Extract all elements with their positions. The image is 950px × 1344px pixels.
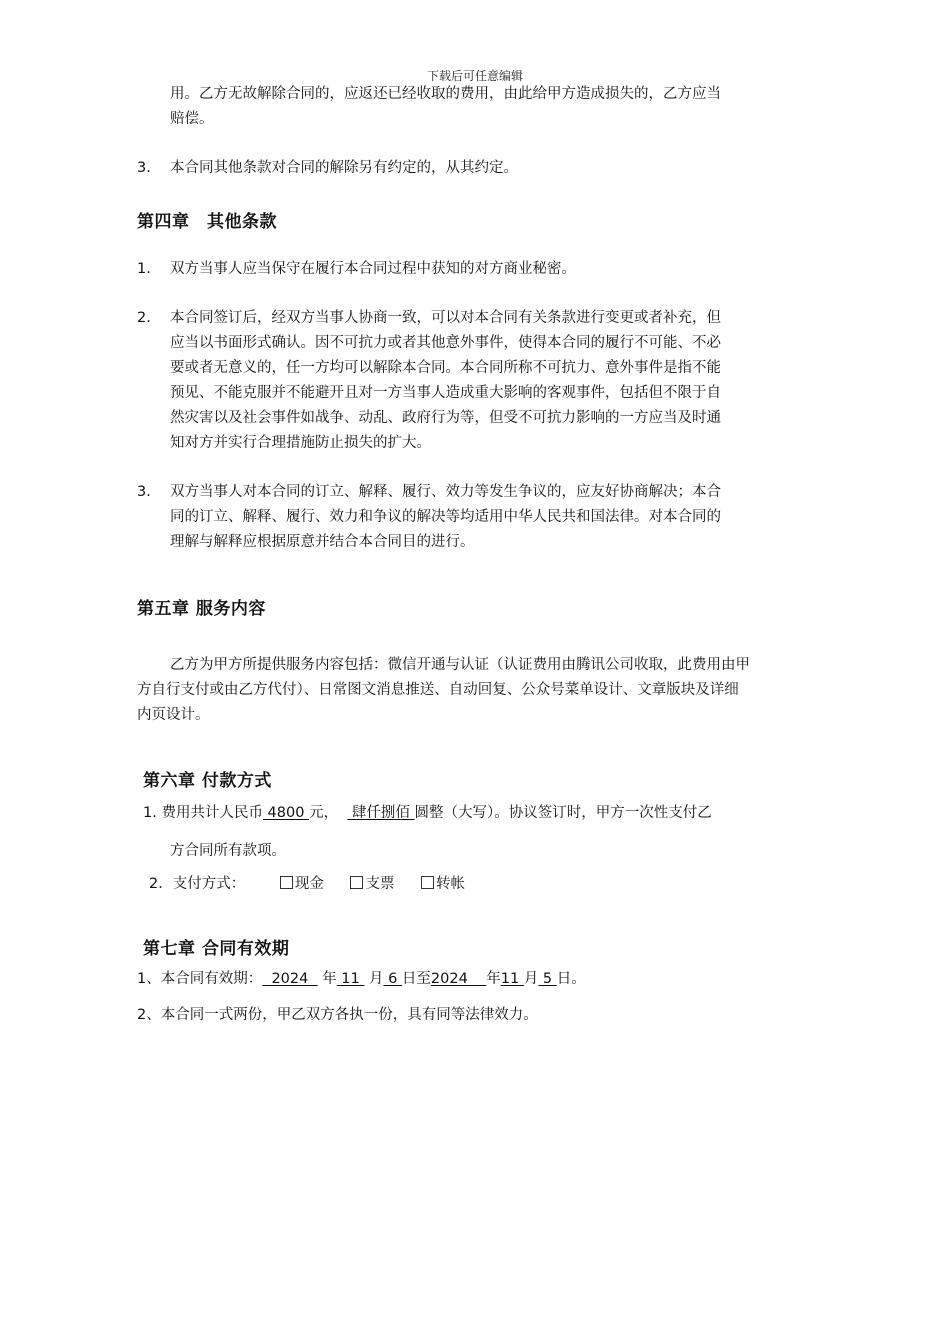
end-month-field[interactable]: 11 (500, 971, 524, 987)
unit-year: 年 (486, 971, 501, 987)
list-item-line: 知对方并实行合理措施防止损失的扩大。 (170, 435, 431, 451)
paragraph-line: 方合同所有款项。 (170, 843, 286, 859)
chapter-heading: 第七章 合同有效期 (143, 939, 290, 959)
payment-amount-line (143, 801, 712, 826)
checkbox-box-icon[interactable] (421, 876, 434, 889)
start-year-field[interactable]: 2024 (262, 971, 318, 987)
chapter-heading: 第五章 服务内容 (137, 599, 266, 619)
payment-method-label: 2．支付方式： (149, 876, 246, 892)
end-day-field[interactable]: 5 (538, 971, 557, 987)
checkbox-transfer[interactable] (421, 872, 465, 897)
list-item: 双方当事人应当保守在履行本合同过程中获知的对方商业秘密。 (170, 261, 576, 277)
list-item-line: 应当以书面形式确认。因不可抗力或者其他意外事件，使得本合同的履行不可能、不必 (170, 335, 721, 351)
unit-text: 元， (309, 805, 339, 821)
paragraph-line: 赔偿。 (170, 111, 214, 127)
checkbox-check[interactable] (350, 872, 394, 897)
validity-period-line (137, 967, 586, 992)
page-header: 下载后可任意编辑 (426, 69, 523, 83)
list-item-line: 然灾害以及社会事件如战争、动乱、政府行为等，但受不可抗力影响的一方应当及时通 (170, 410, 721, 426)
chapter-heading: 第四章 其他条款 (137, 212, 277, 232)
list-item-line: 同的订立、解释、履行、效力和争议的解决等均适用中华人民共和国法律。对本合同的 (170, 509, 721, 525)
unit-day-to: 日至 (401, 971, 431, 987)
list-number: 3. (137, 160, 151, 176)
checkbox-box-icon[interactable] (280, 876, 293, 889)
payment-prefix: 1. 费用共计人民币 (143, 805, 263, 821)
checkbox-label: 转帐 (436, 876, 466, 892)
validity-prefix: 1、本合同有效期： (137, 971, 263, 987)
unit-month: 月 (523, 971, 539, 987)
paragraph-line: 2、本合同一式两份，甲乙双方各执一份，具有同等法律效力。 (137, 1007, 538, 1023)
list-item-line: 要或者无意义的，任一方均可以解除本合同。本合同所称不可抗力、意外事件是指不能 (170, 360, 721, 376)
amount-chinese-field[interactable]: 肆仟捌佰 (347, 805, 415, 821)
checkbox-label: 支票 (365, 876, 395, 892)
payment-method-line (149, 872, 465, 897)
paragraph-line: 乙方为甲方所提供服务内容包括：微信开通与认证（认证费用由腾讯公司收取，此费用由甲 (170, 657, 750, 673)
unit-month: 月 (368, 971, 384, 987)
list-item-line: 预见、不能克服并不能避开且对一方当事人造成重大影响的客观事件，包括但不限于自 (170, 385, 721, 401)
unit-year: 年 (322, 971, 337, 987)
checkbox-cash[interactable] (280, 872, 324, 897)
list-number: 1. (137, 261, 151, 277)
paragraph-line: 内页设计。 (137, 707, 210, 723)
list-number: 3. (137, 484, 151, 500)
start-day-field[interactable]: 6 (383, 971, 402, 987)
paragraph-line: 方自行支付或由乙方代付）、日常图文消息推送、自动回复、公众号菜单设计、文章版块及详细 (137, 682, 739, 698)
start-month-field[interactable]: 11 (336, 971, 365, 987)
chapter-heading: 第六章 付款方式 (143, 771, 272, 791)
unit-day: 日。 (556, 971, 586, 987)
list-item-line: 本合同签订后，经双方当事人协商一致，可以对本合同有关条款进行变更或者补充，但 (170, 310, 721, 326)
checkbox-label: 现金 (294, 876, 324, 892)
list-number: 2. (137, 310, 151, 326)
list-item-line: 双方当事人对本合同的订立、解释、履行、效力等发生争议的，应友好协商解决；本合 (170, 484, 721, 500)
end-year-field[interactable]: 2024 (430, 971, 487, 987)
paragraph-line: 用。乙方无故解除合同的，应返还已经收取的费用，由此给甲方造成损失的，乙方应当 (170, 86, 721, 102)
list-item: 本合同其他条款对合同的解除另有约定的，从其约定。 (170, 160, 518, 176)
list-item-line: 理解与解释应根据原意并结合本合同目的进行。 (170, 534, 475, 550)
payment-suffix: 圆整（大写）。协议签订时，甲方一次性支付乙 (414, 805, 712, 821)
checkbox-box-icon[interactable] (350, 876, 363, 889)
amount-field[interactable]: 4800 (262, 805, 310, 821)
